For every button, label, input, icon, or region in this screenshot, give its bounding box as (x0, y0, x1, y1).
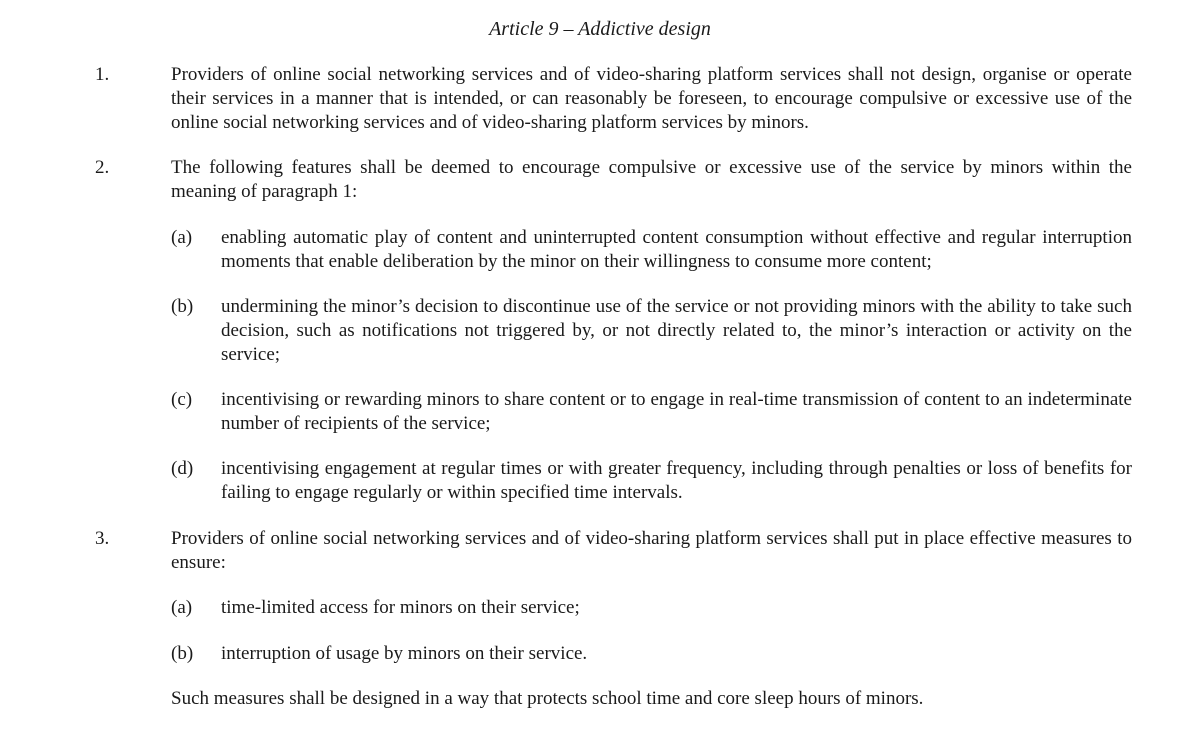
item-label: (c) (171, 389, 193, 410)
paragraph-number: 1. (95, 64, 110, 85)
item-label: (a) (171, 227, 193, 248)
paragraph-text: Providers of online social networking services and of video-sharing platform services shall put in place effective measures to ensure: (171, 528, 1132, 573)
item-label: (a) (171, 597, 193, 618)
closing-text: Such measures shall be designed in a way that protects school time and core sleep hours of minors. (171, 688, 924, 709)
item-label: (b) (171, 296, 194, 317)
paragraph-text: The following features shall be deemed to encourage compulsive or excessive use of the service by minors within the meaning of paragraph 1: (171, 157, 1132, 202)
item-label: (b) (171, 643, 194, 664)
item-text: time-limited access for minors on their service; (221, 597, 580, 618)
paragraph-number: 2. (95, 157, 110, 178)
paragraph-text: Providers of online social networking services and of video-sharing platform services shall not design, organise or operate their services in a manner that is intended, or can reasonably be foreseen, to encourage compulsive or excessive use of the online social networking services and of video-sharing platform services by minors. (171, 64, 1132, 133)
paragraph-number: 3. (95, 528, 110, 549)
item-text: undermining the minor’s decision to discontinue use of the service or not providing minors with the ability to take such decision, such as notifications not triggered by, or not directly related to, the minor’s interaction or activity on the service; (221, 296, 1132, 365)
item-text: enabling automatic play of content and uninterrupted content consumption without effective and regular interruption moments that enable deliberation by the minor on their willingness to consume more content; (221, 227, 1132, 272)
item-text: incentivising or rewarding minors to share content or to engage in real-time transmission of content to an indeterminate number of recipients of the service; (221, 389, 1132, 434)
item-text: incentivising engagement at regular times or with greater frequency, including through penalties or loss of benefits for failing to engage regularly or within specified time intervals. (221, 458, 1132, 503)
item-label: (d) (171, 458, 194, 479)
item-text: interruption of usage by minors on their service. (221, 643, 588, 664)
article-title: Article 9 – Addictive design (489, 18, 711, 40)
